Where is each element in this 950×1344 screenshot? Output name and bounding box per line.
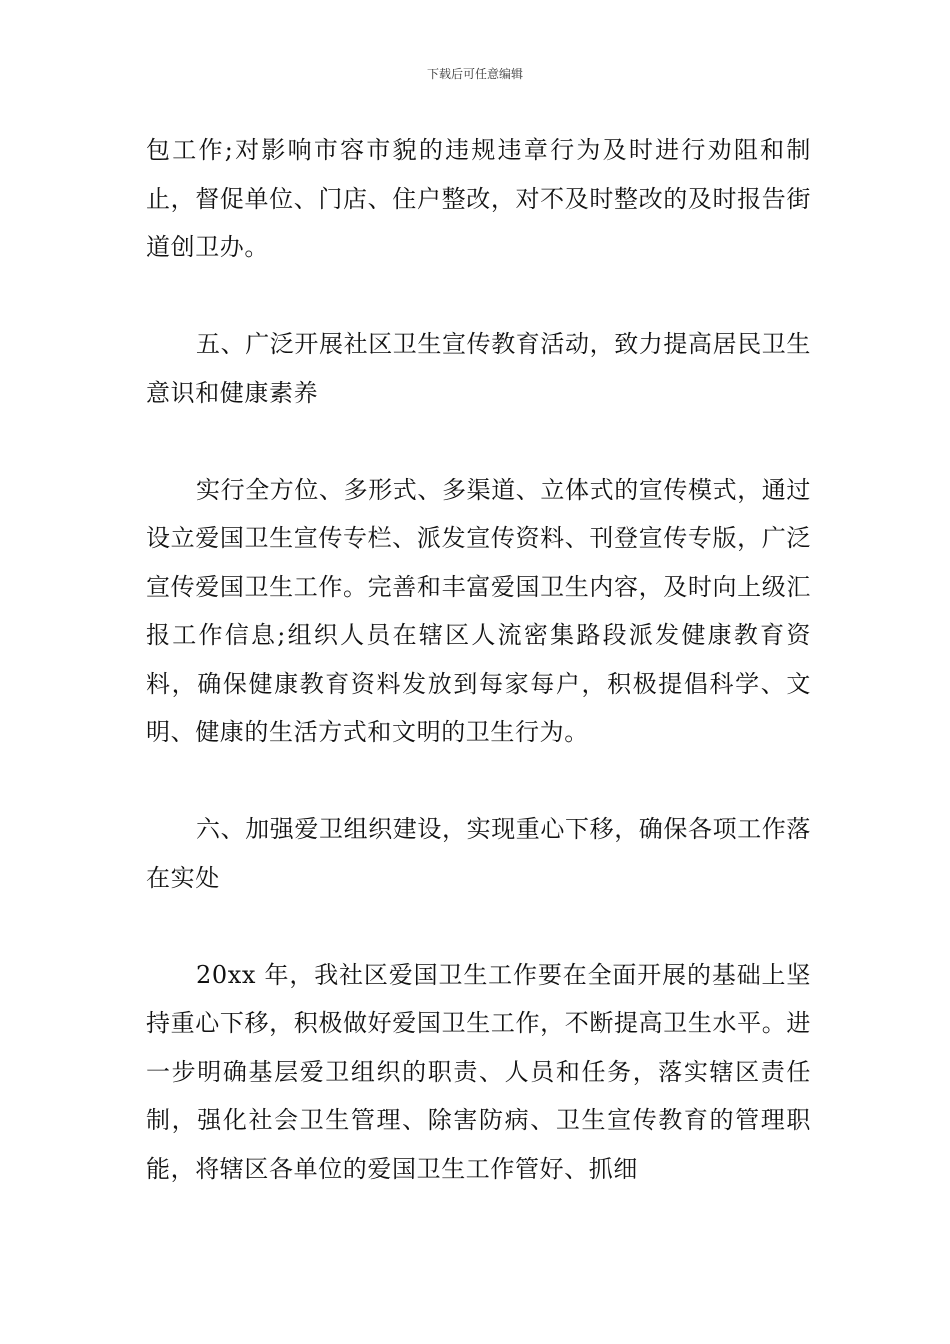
section-heading-5: 五、广泛开展社区卫生宣传教育活动，致力提高居民卫生意识和健康素养: [146, 330, 811, 407]
section-heading-6: 六、加强爱卫组织建设，实现重心下移，确保各项工作落在实处: [146, 815, 811, 892]
page-header: 下载后可任意编辑: [426, 67, 523, 81]
paragraph-publicity: 实行全方位、多形式、多渠道、立体式的宣传模式，通过设立爱国卫生宣传专栏、派发宣传资料、刊登宣传专版，广泛宣传爱国卫生工作。完善和丰富爱国卫生内容，及时向上级汇报工作信息;组织人员在辖区人流密集路段派发健康教育资料，确保健康教育资料发放到每家每户，积极提倡科学、文明、健康的生活方式和文明的卫生行为。: [146, 475, 811, 746]
paragraph-organization: 20xx 年，我社区爱国卫生工作要在全面开展的基础上坚持重心下移，积极做好爱国卫生工作，不断提高卫生水平。进一步明确基层爱卫组织的职责、人员和任务，落实辖区责任制，强化社会卫生管理、除害防病、卫生宣传教育的管理职能，将辖区各单位的爱国卫生工作管好、抓细: [146, 960, 811, 1183]
document-body: [146, 126, 811, 1193]
paragraph-continuation: 包工作;对影响市容市貌的违规违章行为及时进行劝阻和制止，督促单位、门店、住户整改，对不及时整改的及时报告街道创卫办。: [146, 136, 811, 261]
